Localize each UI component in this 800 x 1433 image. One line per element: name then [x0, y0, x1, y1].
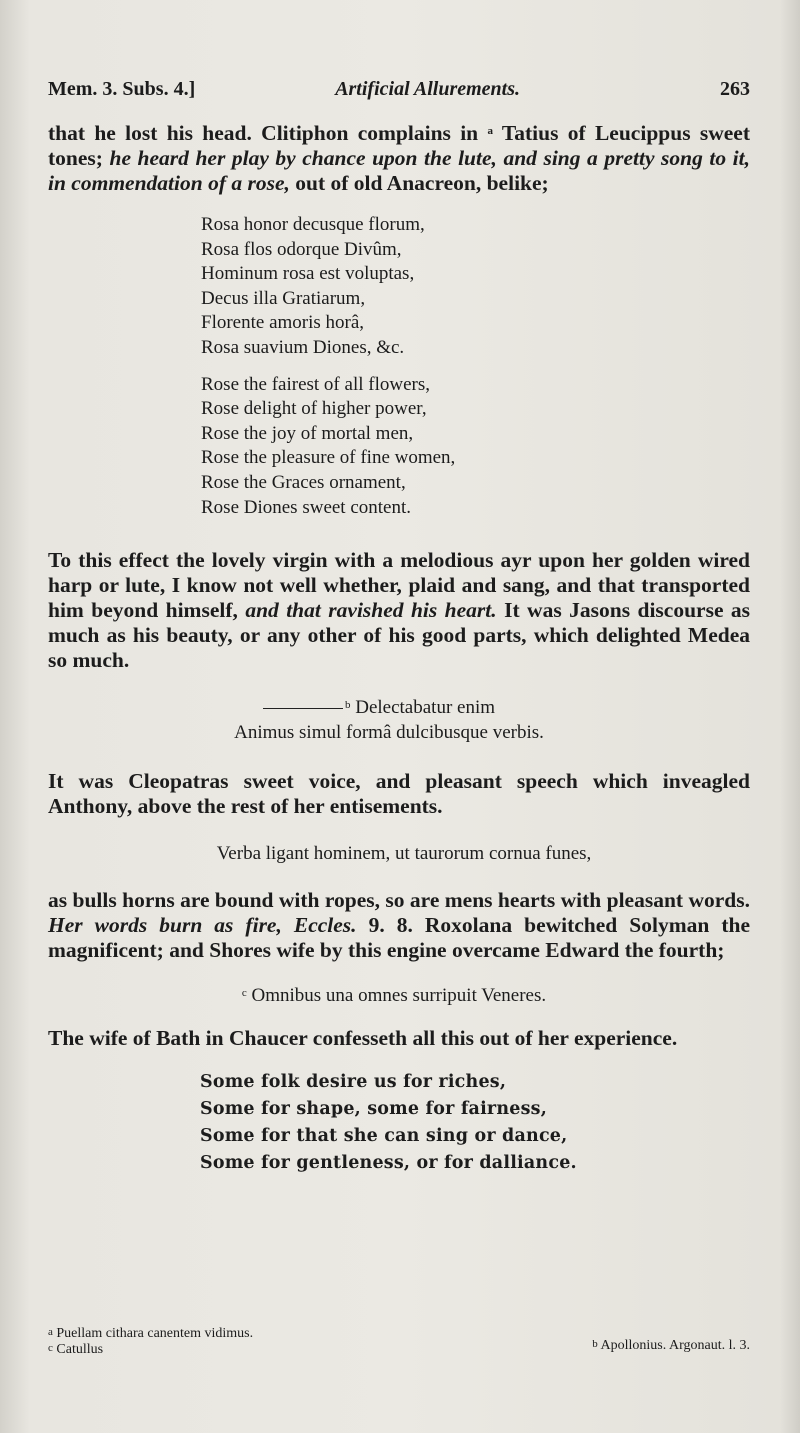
chaucer-verse: [200, 1069, 750, 1177]
verse-line: Rose Diones sweet content.: [201, 496, 412, 518]
footnote-b-text: Apollonius. Argonaut. l. 3.: [600, 1338, 750, 1353]
verse-line: Rose the fairest of all flowers,: [201, 373, 430, 395]
verse-line: Some for that she can sing or dance,: [200, 1126, 568, 1147]
quote-verba: Verba ligant hominem, ut taurorum cornua funes,: [216, 843, 592, 865]
footnote-c-text: Catullus: [56, 1342, 104, 1357]
para4-text-b: 9. 8. Roxolana bewitched Solyman the magnificent; and Shores wife by this engine overcame Edward the fourth;: [48, 913, 751, 963]
para4-text-a: as bulls horns are bound with ropes, so are mens hearts with pleasant words.: [48, 888, 750, 913]
footnote-ref-c: c: [241, 987, 247, 1000]
para2-text-b: It was Jasons discourse as much as his beauty, or any other of his good parts, which delighted Medea so much.: [48, 598, 751, 673]
verse-line: Some for shape, some for fairness,: [200, 1099, 548, 1120]
quote-b-line1: Delectabatur enim: [355, 697, 496, 719]
footnote-b-mark: b: [592, 1338, 598, 1350]
header-title: Artificial Allurements.: [335, 78, 521, 100]
para1-italic: he heard her play by chance upon the lute, and sing a pretty song to it, in commendation of a rose,: [48, 146, 750, 195]
verse-line: Some for gentleness, or for dalliance.: [200, 1153, 577, 1174]
verse-line: Rose delight of higher power,: [201, 398, 427, 420]
paragraph-bulls-horns: [48, 888, 750, 963]
footnote-a-text: Puellam cithara canentem vidimus.: [56, 1326, 254, 1341]
para1-text-a: that he lost his head. Clitiphon complains in: [48, 121, 479, 145]
verse-line: Hominum rosa est voluptas,: [201, 263, 415, 285]
footnotes: [48, 1326, 750, 1358]
page-number: 263: [719, 78, 750, 100]
dash-rule: [263, 708, 343, 709]
verse-line: Florente amoris horâ,: [201, 312, 365, 334]
header-section: Mem. 3. Subs. 4.]: [48, 78, 196, 100]
footnote-b: [592, 1338, 750, 1354]
para4-italic: Her words burn as fire, Eccles.: [48, 913, 357, 938]
verse-line: Rose the joy of mortal men,: [201, 422, 414, 444]
footnote-ref-a: a: [487, 125, 493, 137]
footnote-c-mark: c: [48, 1342, 53, 1354]
footnote-ref-b: b: [344, 699, 351, 712]
quote-c-text: Omnibus una omnes surripuit Veneres.: [251, 985, 547, 1007]
latin-rose-verse: [201, 213, 750, 361]
quote-omnibus: [48, 983, 740, 1008]
verse-line: Rose the Graces ornament,: [201, 471, 406, 493]
verse-line: Rose the pleasure of fine women,: [201, 447, 456, 469]
paragraph-virgin-harp: [48, 548, 750, 673]
para1-text-b: Tatius of Leucippus sweet tones;: [48, 121, 751, 170]
verse-line: Rosa flos odorque Divûm,: [201, 238, 402, 260]
para1-text-c: out of old Anacreon, belike;: [295, 171, 549, 195]
verse-line: Rosa suavium Diones, &c.: [201, 336, 405, 358]
english-rose-verse: [201, 373, 750, 521]
quote-line-1: [48, 695, 710, 720]
para2-italic: and that ravished his heart.: [245, 598, 497, 623]
quote-line-2: Animus simul formâ dulcibusque verbis.: [234, 722, 544, 744]
verse-line: Rosa honor decusque florum,: [201, 214, 425, 235]
paragraph-wife-of-bath: The wife of Bath in Chaucer confesseth all this out of her experience.: [48, 1026, 678, 1051]
paragraph-cleopatra: It was Cleopatras sweet voice, and pleasant speech which inveagled Anthony, above the rest of her entisements.: [48, 769, 750, 819]
footnote-a-mark: a: [48, 1326, 53, 1338]
running-header: [48, 78, 750, 101]
verse-line: Some folk desire us for riches,: [200, 1072, 507, 1093]
verse-line: Decus illa Gratiarum,: [201, 287, 366, 309]
para2-text-a: To this effect the lovely virgin with a melodious ayr upon her golden wired harp or lute, I know not well whether, plaid and sang, and that transported him beyond himself,: [48, 548, 750, 623]
quote-delectabatur: [48, 695, 750, 745]
paragraph-clitiphon: [48, 121, 750, 196]
